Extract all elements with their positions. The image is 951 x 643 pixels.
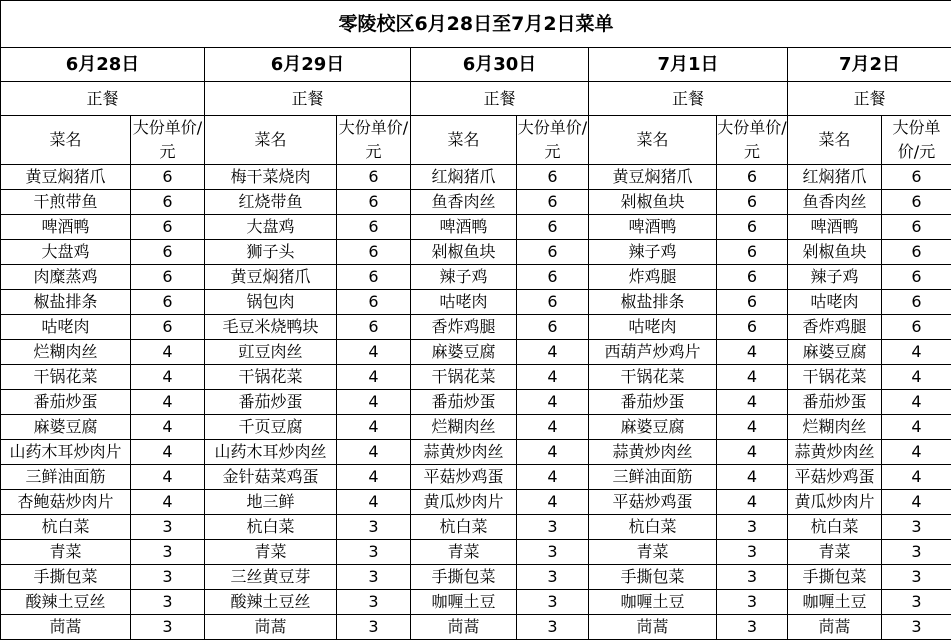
dish-price-cell: 3 [517, 615, 589, 640]
dish-price-cell: 4 [337, 440, 411, 465]
dish-name-cell: 杭白菜 [589, 515, 717, 540]
date-header-day-3: 6月30日 [411, 48, 589, 82]
dish-name-cell: 青菜 [589, 540, 717, 565]
dish-price-cell: 6 [517, 190, 589, 215]
dish-price-cell: 4 [717, 490, 788, 515]
dish-name-cell: 黄豆焖猪爪 [589, 165, 717, 190]
dish-price-cell: 6 [882, 315, 951, 340]
dish-price-cell: 6 [517, 265, 589, 290]
dish-price-cell: 6 [882, 290, 951, 315]
dish-price-cell: 4 [517, 365, 589, 390]
table-row [1, 565, 951, 590]
dish-name-cell: 麻婆豆腐 [1, 415, 131, 440]
dish-price-cell: 6 [337, 165, 411, 190]
dish-price-cell: 4 [337, 340, 411, 365]
dish-name-cell: 大盘鸡 [205, 215, 337, 240]
dish-name-cell: 黄豆焖猪爪 [205, 265, 337, 290]
table-row [1, 240, 951, 265]
dish-name-cell: 黄豆焖猪爪 [1, 165, 131, 190]
dish-price-cell: 4 [717, 415, 788, 440]
dish-name-cell: 茼蒿 [411, 615, 517, 640]
dish-name-cell: 山药木耳炒肉丝 [205, 440, 337, 465]
dish-name-cell: 番茄炒蛋 [788, 390, 882, 415]
date-header-day-1: 6月28日 [1, 48, 205, 82]
dish-name-cell: 蒜黄炒肉丝 [589, 440, 717, 465]
dish-price-cell: 3 [517, 565, 589, 590]
table-row [1, 490, 951, 515]
dish-price-cell: 4 [517, 390, 589, 415]
dish-price-cell: 6 [717, 165, 788, 190]
dish-name-cell: 烂糊肉丝 [1, 340, 131, 365]
dish-column-header: 菜名 [788, 116, 882, 165]
dish-name-cell: 西葫芦炒鸡片 [589, 340, 717, 365]
dish-name-cell: 辣子鸡 [788, 265, 882, 290]
dish-price-cell: 6 [337, 215, 411, 240]
dish-price-cell: 6 [131, 290, 205, 315]
dish-price-cell: 6 [517, 240, 589, 265]
dish-name-cell: 千页豆腐 [205, 415, 337, 440]
dish-price-cell: 4 [517, 440, 589, 465]
dish-price-cell: 4 [717, 365, 788, 390]
dish-name-cell: 平菇炒鸡蛋 [589, 490, 717, 515]
meal-label-day-1: 正餐 [1, 82, 205, 116]
dish-price-cell: 4 [517, 490, 589, 515]
price-column-header: 大份单价/元 [131, 116, 205, 165]
dish-name-cell: 干锅花菜 [1, 365, 131, 390]
dish-name-cell: 红焖猪爪 [788, 165, 882, 190]
dish-name-cell: 豇豆肉丝 [205, 340, 337, 365]
dish-name-cell: 茼蒿 [788, 615, 882, 640]
dish-price-cell: 4 [131, 340, 205, 365]
dish-name-cell: 剁椒鱼块 [411, 240, 517, 265]
dish-price-cell: 3 [717, 515, 788, 540]
price-column-header: 大份单价/元 [717, 116, 788, 165]
dish-price-cell: 3 [131, 515, 205, 540]
dish-name-cell: 咕咾肉 [1, 315, 131, 340]
dish-price-cell: 4 [337, 390, 411, 415]
dish-price-cell: 4 [882, 415, 951, 440]
table-row [1, 165, 951, 190]
dish-name-cell: 干锅花菜 [411, 365, 517, 390]
table-row [1, 540, 951, 565]
dish-name-cell: 青菜 [1, 540, 131, 565]
dish-price-cell: 6 [717, 290, 788, 315]
dish-name-cell: 三丝黄豆芽 [205, 565, 337, 590]
dish-price-cell: 4 [337, 415, 411, 440]
dish-price-cell: 3 [717, 540, 788, 565]
dish-name-cell: 黄瓜炒肉片 [788, 490, 882, 515]
dish-price-cell: 4 [131, 490, 205, 515]
dish-name-cell: 山药木耳炒肉片 [1, 440, 131, 465]
dish-price-cell: 6 [337, 315, 411, 340]
dish-name-cell: 毛豆米烧鸭块 [205, 315, 337, 340]
meal-label-day-4: 正餐 [589, 82, 788, 116]
dish-column-header: 菜名 [1, 116, 131, 165]
dish-name-cell: 咕咾肉 [589, 315, 717, 340]
dish-price-cell: 6 [882, 215, 951, 240]
table-row [1, 365, 951, 390]
dish-price-cell: 3 [882, 540, 951, 565]
dish-column-header: 菜名 [589, 116, 717, 165]
dish-price-cell: 4 [337, 490, 411, 515]
dish-name-cell: 手撕包菜 [1, 565, 131, 590]
dish-name-cell: 椒盐排条 [1, 290, 131, 315]
dish-name-cell: 杭白菜 [411, 515, 517, 540]
dish-name-cell: 干锅花菜 [589, 365, 717, 390]
dish-name-cell: 剁椒鱼块 [589, 190, 717, 215]
dish-name-cell: 茼蒿 [589, 615, 717, 640]
table-row [1, 265, 951, 290]
dish-price-cell: 3 [337, 515, 411, 540]
dish-price-cell: 4 [717, 465, 788, 490]
dish-price-cell: 6 [131, 215, 205, 240]
dish-price-cell: 3 [717, 615, 788, 640]
table-row [1, 615, 951, 640]
price-column-header: 大份单价/元 [882, 116, 951, 165]
dish-name-cell: 啤酒鸭 [1, 215, 131, 240]
dish-price-cell: 6 [337, 190, 411, 215]
dish-price-cell: 6 [131, 315, 205, 340]
dish-name-cell: 鱼香肉丝 [411, 190, 517, 215]
dish-price-cell: 4 [131, 465, 205, 490]
meal-label-day-5: 正餐 [788, 82, 951, 116]
dish-price-cell: 6 [517, 290, 589, 315]
date-header-day-4: 7月1日 [589, 48, 788, 82]
dish-name-cell: 椒盐排条 [589, 290, 717, 315]
dish-price-cell: 6 [517, 315, 589, 340]
dish-price-cell: 3 [517, 590, 589, 615]
price-column-header: 大份单价/元 [517, 116, 589, 165]
dish-name-cell: 青菜 [788, 540, 882, 565]
dish-name-cell: 香炸鸡腿 [788, 315, 882, 340]
dish-price-cell: 3 [517, 540, 589, 565]
table-row [1, 415, 951, 440]
dish-name-cell: 干锅花菜 [788, 365, 882, 390]
dish-name-cell: 三鲜油面筋 [589, 465, 717, 490]
dish-name-cell: 狮子头 [205, 240, 337, 265]
dish-price-cell: 3 [517, 515, 589, 540]
dish-price-cell: 3 [131, 590, 205, 615]
dish-price-cell: 6 [517, 215, 589, 240]
dish-price-cell: 4 [882, 365, 951, 390]
dish-name-cell: 麻婆豆腐 [589, 415, 717, 440]
dish-price-cell: 4 [717, 340, 788, 365]
dish-name-cell: 酸辣土豆丝 [205, 590, 337, 615]
dish-name-cell: 杭白菜 [1, 515, 131, 540]
page-title: 零陵校区6月28日至7月2日菜单 [1, 1, 951, 48]
dish-name-cell: 啤酒鸭 [589, 215, 717, 240]
dish-name-cell: 三鲜油面筋 [1, 465, 131, 490]
dish-name-cell: 啤酒鸭 [411, 215, 517, 240]
dish-price-cell: 6 [717, 215, 788, 240]
dish-price-cell: 4 [882, 490, 951, 515]
dish-price-cell: 6 [337, 240, 411, 265]
dish-name-cell: 红焖猪爪 [411, 165, 517, 190]
dish-price-cell: 3 [717, 565, 788, 590]
dish-price-cell: 3 [337, 615, 411, 640]
dish-price-cell: 6 [131, 165, 205, 190]
dish-price-cell: 4 [882, 440, 951, 465]
dish-price-cell: 4 [131, 390, 205, 415]
table-row [1, 465, 951, 490]
dish-name-cell: 干煎带鱼 [1, 190, 131, 215]
dish-price-cell: 4 [131, 440, 205, 465]
dish-name-cell: 炸鸡腿 [589, 265, 717, 290]
dish-price-cell: 4 [131, 415, 205, 440]
dish-name-cell: 手撕包菜 [788, 565, 882, 590]
dish-name-cell: 手撕包菜 [411, 565, 517, 590]
dish-name-cell: 香炸鸡腿 [411, 315, 517, 340]
dish-price-cell: 4 [882, 390, 951, 415]
dish-price-cell: 6 [882, 190, 951, 215]
table-row [1, 440, 951, 465]
dish-name-cell: 地三鲜 [205, 490, 337, 515]
dish-name-cell: 烂糊肉丝 [788, 415, 882, 440]
dish-column-header: 菜名 [205, 116, 337, 165]
dish-name-cell: 咖喱土豆 [788, 590, 882, 615]
dish-name-cell: 青菜 [411, 540, 517, 565]
dish-price-cell: 4 [517, 415, 589, 440]
price-column-header: 大份单价/元 [337, 116, 411, 165]
dish-name-cell: 黄瓜炒肉片 [411, 490, 517, 515]
dish-price-cell: 3 [131, 615, 205, 640]
dish-price-cell: 3 [717, 590, 788, 615]
table-row [1, 190, 951, 215]
dish-name-cell: 咕咾肉 [411, 290, 517, 315]
dish-name-cell: 番茄炒蛋 [589, 390, 717, 415]
dish-price-cell: 6 [882, 165, 951, 190]
table-row [1, 215, 951, 240]
dish-price-cell: 6 [717, 240, 788, 265]
meal-label-day-3: 正餐 [411, 82, 589, 116]
meal-label-day-2: 正餐 [205, 82, 411, 116]
table-row [1, 290, 951, 315]
dish-name-cell: 大盘鸡 [1, 240, 131, 265]
dish-price-cell: 6 [131, 240, 205, 265]
dish-price-cell: 4 [882, 465, 951, 490]
dish-name-cell: 咖喱土豆 [411, 590, 517, 615]
dish-price-cell: 4 [717, 440, 788, 465]
dish-name-cell: 番茄炒蛋 [411, 390, 517, 415]
dish-price-cell: 6 [131, 265, 205, 290]
dish-price-cell: 6 [882, 240, 951, 265]
dish-price-cell: 6 [717, 265, 788, 290]
dish-price-cell: 4 [337, 465, 411, 490]
dish-price-cell: 6 [337, 290, 411, 315]
dish-price-cell: 3 [337, 565, 411, 590]
dish-price-cell: 6 [717, 190, 788, 215]
dish-name-cell: 剁椒鱼块 [788, 240, 882, 265]
dish-name-cell: 杭白菜 [205, 515, 337, 540]
dish-name-cell: 手撕包菜 [589, 565, 717, 590]
dish-price-cell: 4 [337, 365, 411, 390]
dish-price-cell: 3 [131, 540, 205, 565]
dish-price-cell: 6 [717, 315, 788, 340]
dish-name-cell: 咕咾肉 [788, 290, 882, 315]
dish-name-cell: 辣子鸡 [589, 240, 717, 265]
dish-name-cell: 麻婆豆腐 [411, 340, 517, 365]
table-row [1, 590, 951, 615]
date-header-day-5: 7月2日 [788, 48, 951, 82]
dish-name-cell: 烂糊肉丝 [411, 415, 517, 440]
dish-name-cell: 平菇炒鸡蛋 [788, 465, 882, 490]
dish-price-cell: 4 [517, 465, 589, 490]
dish-column-header: 菜名 [411, 116, 517, 165]
dish-price-cell: 3 [882, 515, 951, 540]
dish-price-cell: 6 [882, 265, 951, 290]
dish-name-cell: 杭白菜 [788, 515, 882, 540]
dish-price-cell: 6 [337, 265, 411, 290]
dish-price-cell: 4 [717, 390, 788, 415]
dish-name-cell: 平菇炒鸡蛋 [411, 465, 517, 490]
dish-price-cell: 4 [131, 365, 205, 390]
dish-name-cell: 锅包肉 [205, 290, 337, 315]
dish-name-cell: 咖喱土豆 [589, 590, 717, 615]
dish-price-cell: 3 [337, 590, 411, 615]
table-row [1, 515, 951, 540]
dish-price-cell: 6 [131, 190, 205, 215]
dish-name-cell: 干锅花菜 [205, 365, 337, 390]
dish-name-cell: 金针菇菜鸡蛋 [205, 465, 337, 490]
dish-price-cell: 3 [131, 565, 205, 590]
dish-name-cell: 茼蒿 [205, 615, 337, 640]
table-row [1, 340, 951, 365]
dish-name-cell: 辣子鸡 [411, 265, 517, 290]
dish-name-cell: 杏鲍菇炒肉片 [1, 490, 131, 515]
table-row [1, 390, 951, 415]
dish-price-cell: 3 [882, 590, 951, 615]
dish-name-cell: 番茄炒蛋 [1, 390, 131, 415]
dish-price-cell: 4 [517, 340, 589, 365]
dish-price-cell: 4 [882, 340, 951, 365]
dish-name-cell: 红烧带鱼 [205, 190, 337, 215]
date-header-day-2: 6月29日 [205, 48, 411, 82]
dish-name-cell: 青菜 [205, 540, 337, 565]
dish-price-cell: 3 [337, 540, 411, 565]
dish-name-cell: 鱼香肉丝 [788, 190, 882, 215]
dish-price-cell: 3 [882, 615, 951, 640]
dish-name-cell: 肉糜蒸鸡 [1, 265, 131, 290]
dish-name-cell: 啤酒鸭 [788, 215, 882, 240]
dish-name-cell: 茼蒿 [1, 615, 131, 640]
dish-name-cell: 番茄炒蛋 [205, 390, 337, 415]
dish-name-cell: 麻婆豆腐 [788, 340, 882, 365]
dish-price-cell: 3 [882, 565, 951, 590]
dish-name-cell: 蒜黄炒肉丝 [788, 440, 882, 465]
dish-price-cell: 6 [517, 165, 589, 190]
table-row [1, 315, 951, 340]
dish-name-cell: 梅干菜烧肉 [205, 165, 337, 190]
dish-name-cell: 酸辣土豆丝 [1, 590, 131, 615]
dish-name-cell: 蒜黄炒肉丝 [411, 440, 517, 465]
